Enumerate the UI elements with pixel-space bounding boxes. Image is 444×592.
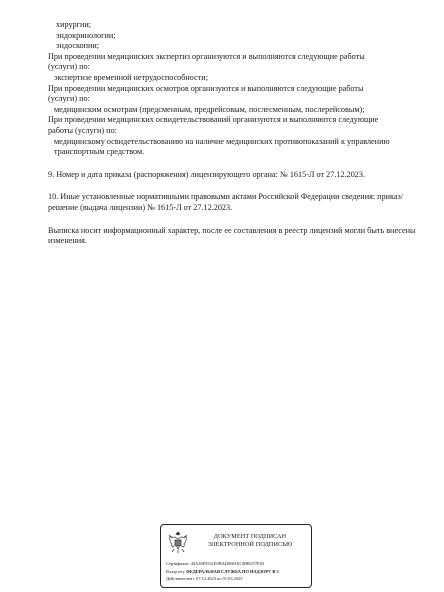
item-10-other-info: 10. Иные установленные нормативными правовыми актами Российской Федерации сведения: приказ/решение (выдача лицензии) № 1615-Л от 27.12.2023. bbox=[48, 192, 404, 212]
stamp-title bbox=[193, 533, 307, 549]
stamp-title-line: ЭЛЕКТРОННОЙ ПОДПИСЬЮ bbox=[207, 541, 293, 548]
certificate-value: 44A36F5521E0BAD0681ECBB8257E03 bbox=[190, 561, 265, 566]
document-body bbox=[48, 20, 430, 247]
owner-value: ФЕДЕРАЛЬНАЯ СЛУЖБА ПО НАДЗОРУ В С bbox=[186, 568, 280, 574]
section-heading-expertise: При проведении медицинских экспертиз организуются и выполняются следующие работы bbox=[48, 51, 365, 61]
list-item: эндокринологии; bbox=[56, 30, 116, 40]
section-heading-expertise-cont: (услуги) по: bbox=[48, 62, 90, 72]
stamp-title-line: ДОКУМЕНТ ПОДПИСАН bbox=[213, 533, 287, 540]
electronic-signature-stamp bbox=[160, 524, 312, 588]
disclaimer-text: Выписка носит информационный характер, после ее составления в реестр лицензий могли быть внесены изменения. bbox=[48, 225, 416, 246]
section-heading-certification: При проведении медицинских освидетельствований организуются и выполняются следующие bbox=[48, 115, 379, 125]
stamp-details bbox=[166, 560, 312, 583]
validity-row: Действителен с 07.12.2023 по 01.03.2025 bbox=[166, 576, 243, 582]
coat-of-arms-icon bbox=[166, 529, 190, 555]
list-item: эндоскопии; bbox=[56, 41, 100, 51]
list-item: хирургии; bbox=[56, 20, 92, 29]
list-item: медицинскому освидетельствованию на наличие медицинских противопоказаний к управлению bbox=[54, 136, 390, 146]
owner-label: Владелец: bbox=[166, 568, 185, 574]
section-heading-certification-cont: работы (услуги) по: bbox=[48, 125, 117, 135]
certificate-row bbox=[166, 560, 312, 568]
section-heading-examinations: При проведении медицинских осмотров организуются и выполняются следующие работы bbox=[48, 83, 364, 93]
list-item: медицинским осмотрам (предсменным, предрейсовым, послесменным, послерейсовым); bbox=[54, 104, 365, 114]
list-item-cont: транспортным средством. bbox=[54, 147, 145, 157]
owner-row bbox=[166, 568, 312, 576]
section-heading-examinations-cont: (услуги) по: bbox=[48, 94, 90, 104]
list-item: экспертизе временной нетрудоспособности; bbox=[54, 72, 208, 82]
certificate-label: Сертификат: bbox=[166, 561, 190, 566]
item-9-order-number: 9. Номер и дата приказа (распоряжения) лицензирующего органа: № 1615-Л от 27.12.2023. bbox=[48, 169, 366, 179]
